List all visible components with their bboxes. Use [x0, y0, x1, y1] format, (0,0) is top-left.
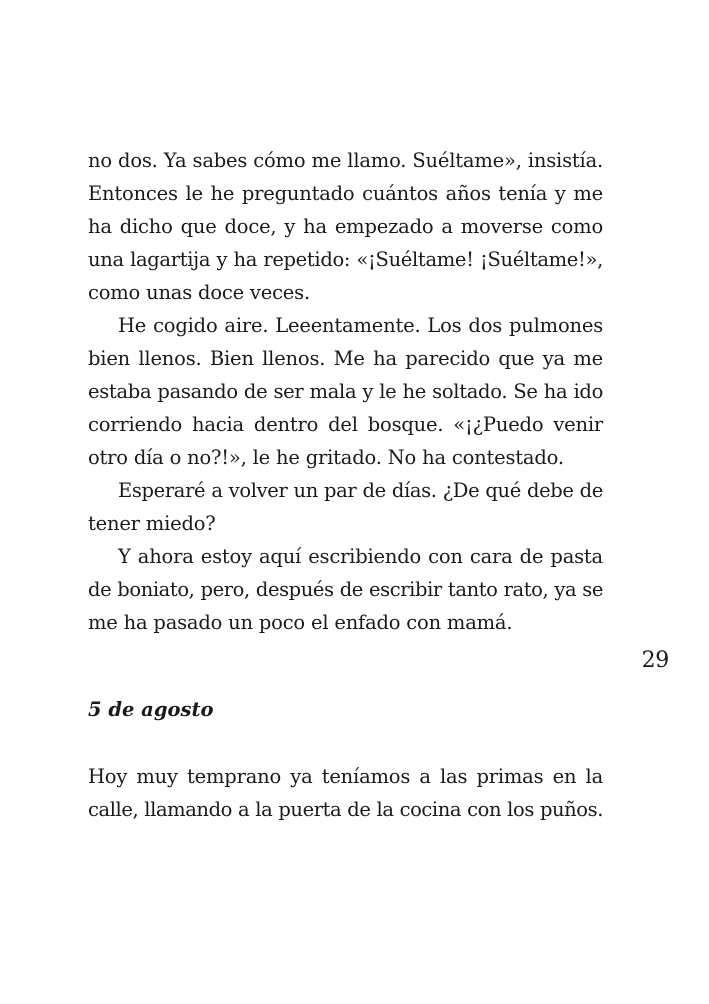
text-line: ha dicho que doce, y ha empezado a moverse como	[88, 215, 603, 238]
text-line: Esperaré a volver un par de días. ¿De qué debe de	[118, 479, 603, 502]
text-line: calle, llamando a la puerta de la cocina con los puños.	[88, 798, 603, 821]
text-line: He cogido aire. Leeentamente. Los dos pulmones	[118, 314, 603, 337]
text-line: tener miedo?	[88, 512, 216, 535]
text-line: me ha pasado un poco el enfado con mamá.	[88, 611, 513, 634]
page-number: 29	[641, 648, 669, 673]
text-line: Hoy muy temprano ya teníamos a las primas en la	[88, 765, 603, 788]
text-line: de boniato, pero, después de escribir tanto rato, ya se	[88, 578, 603, 601]
body-text-bottom	[88, 760, 603, 826]
body-text-top	[88, 144, 603, 639]
text-line: Y ahora estoy aquí escribiendo con cara de pasta	[118, 545, 603, 568]
text-line: corriendo hacia dentro del bosque. «¡¿Puedo venir	[88, 413, 603, 436]
section-heading: 5 de agosto	[88, 698, 214, 721]
text-line: no dos. Ya sabes cómo me llamo. Suéltame», insistía.	[88, 149, 603, 172]
text-line: como unas doce veces.	[88, 281, 310, 304]
text-line: una lagartija y ha repetido: «¡Suéltame! ¡Suéltame!»,	[88, 248, 603, 271]
text-line: otro día o no?!», le he gritado. No ha contestado.	[88, 446, 564, 469]
text-line: Entonces le he preguntado cuántos años tenía y me	[88, 182, 603, 205]
text-line: estaba pasando de ser mala y le he soltado. Se ha ido	[88, 380, 603, 403]
text-line: bien llenos. Bien llenos. Me ha parecido que ya me	[88, 347, 603, 370]
